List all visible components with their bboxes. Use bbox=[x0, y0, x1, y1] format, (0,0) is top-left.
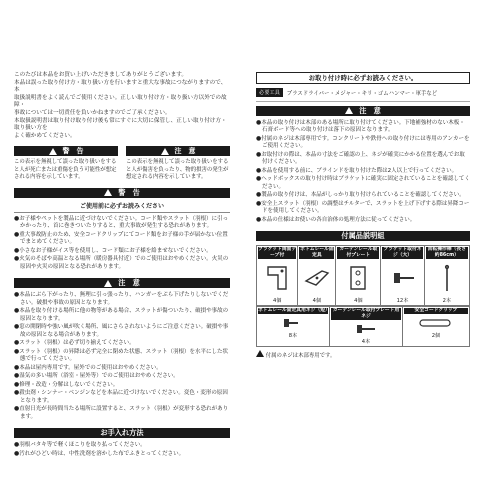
intro-line: 本品は誤った取り付け方・取り扱い方を行いますと重大な事故につながりますので、本 bbox=[14, 79, 227, 94]
list-item: ●本品は屋内専用です。屋外でのご使用はおやめください。 bbox=[14, 363, 162, 371]
warning-triangle-icon bbox=[256, 350, 264, 357]
warning-triangle-icon bbox=[104, 189, 112, 196]
install-caution-title: 注 意 bbox=[359, 105, 381, 115]
parts-row-1 bbox=[257, 246, 470, 306]
list-item: ●重大事故防止のため、安全コードクリップにてコード類をお子様の手が届かない位置でまとめてください。 bbox=[14, 230, 228, 246]
caution-legend-text: この表示を無視して誤った取り扱いをすると人が傷害を負ったり、物的損害の発生が想定される内容を示しています。 bbox=[126, 159, 229, 180]
warning-section-header bbox=[14, 188, 230, 198]
caution-triangle-icon bbox=[104, 280, 112, 287]
parts-row-2 bbox=[257, 307, 470, 347]
caution-legend bbox=[126, 146, 230, 181]
part-bracket: ブラケット両面テープ付 4個 bbox=[258, 247, 297, 305]
list-item: ●湿気の多い場所（浴室・屋外等）でのご使用はおやめください。 bbox=[14, 372, 179, 380]
warning-legend-bar bbox=[14, 146, 118, 156]
curtain-rail-plate-icon bbox=[337, 259, 379, 297]
warning-list bbox=[14, 215, 230, 272]
install-caution-header bbox=[256, 106, 470, 116]
list-item: ●ヘッドボックスの取り付け時はブラケットに確実に固定されていることを確認してください。 bbox=[256, 175, 470, 190]
tools-list: プラスドライバー・メジャー・キリ・ゴムハンマー・軍手など bbox=[286, 90, 438, 97]
list-item: ●本品の取り付けは木部のある場所に取り付けてください。下地補強材のない木板・石膏ボード等への取り付けは落下の原因となります。 bbox=[256, 118, 465, 134]
parts-section-header bbox=[256, 231, 470, 241]
list-item: ●付属のネジは木部専用です。コンクリートや鉄骨への取り付けには専用のアンカーをご使用ください。 bbox=[256, 134, 470, 150]
list-item: ●スラット（羽根）は必ず切り揃えてください。 bbox=[14, 339, 135, 347]
part-rotation-rod: 回転操作棒（長さ約86cm） 2本 bbox=[424, 246, 469, 306]
warning-section-subtitle: ご使用前に必ずお読みください bbox=[14, 201, 230, 213]
warning-caution-legend bbox=[14, 146, 230, 181]
care-section-title: お手入れ方法 bbox=[100, 428, 144, 438]
right-column bbox=[256, 72, 470, 359]
list-item: ●お取付けの際は、本品の寸法をご確認の上、ネジが確実にかかる位置を選んでお取付けください。 bbox=[256, 150, 465, 166]
list-item: ●本品の仕様はお使いの各自治体の処理方法に従ってください。 bbox=[256, 215, 416, 223]
list-item: ●火気のそばや高温となる場所（暖房器具付近）でのご使用はおやめください。火災の原因や火災の原因となる恐れがあります。 bbox=[14, 255, 229, 270]
list-item: ●本品を使用する前に、ブラインドを取り付けた際は2人以上で行ってください。 bbox=[256, 166, 458, 174]
parts-note-text: 付属のネジは木部専用です。 bbox=[265, 353, 336, 360]
tools-tag: 必要工具 bbox=[256, 88, 283, 97]
intro-line: 事故については一切責任を負いかねますのでご了承ください。 bbox=[14, 109, 171, 116]
warning-section-title: 警 告 bbox=[118, 187, 140, 197]
care-section-header bbox=[14, 428, 230, 438]
list-item: ●修理・改造・分解はしないでください。 bbox=[14, 380, 119, 388]
parts-section-title: 付属品説明組 bbox=[341, 231, 385, 241]
plate-screw-icon bbox=[331, 320, 401, 338]
install-notice-header: お取り付け時に必ずお読みください。 bbox=[256, 72, 470, 84]
list-item: ●小さなお子様がイス等を使用し、コード類にお子様を絡ませないでください。 bbox=[14, 246, 212, 254]
parts-note bbox=[256, 350, 470, 359]
warning-legend-text: この表示を無視して誤った取り扱いをすると人が死亡または重傷を負う可能性が想定される内容を示しています。 bbox=[14, 159, 117, 180]
care-list bbox=[14, 441, 230, 458]
tools-row bbox=[256, 88, 470, 97]
caution-legend-bar bbox=[126, 146, 230, 156]
bracket-icon bbox=[258, 259, 296, 297]
divider bbox=[256, 101, 470, 102]
parts-table bbox=[256, 245, 470, 306]
list-item: ●窓の開閉時や強い風が吹く場所、風にさらされないようにご注意ください。破損や事故の原因となる場合があります。 bbox=[14, 323, 229, 338]
caution-list bbox=[14, 291, 230, 421]
list-item: ●製品の取り付けは、本品がしっかり取り付けられていることを確認してください。 bbox=[256, 191, 465, 199]
short-screw-icon bbox=[258, 314, 328, 332]
warning-legend-label: 警 告 bbox=[62, 147, 84, 156]
left-column bbox=[14, 72, 230, 458]
cord-clip-icon bbox=[404, 314, 468, 332]
list-item: ●殺虫剤・シンナー・ベンジンなどを本品に近づけないでください。変色・変形の原因となります。 bbox=[14, 389, 228, 404]
part-safety-cord-clip: 安全コードクリップ 2個 bbox=[403, 307, 470, 347]
intro-line: 本取扱説明書は取り付け取り付け後も常にすぐに大切に保管し、正しい取り付け方・取り扱い方を bbox=[14, 117, 227, 132]
list-item: ●羽根バタキ等で軽くほこりを取り払ってください。 bbox=[14, 441, 146, 449]
screw-icon bbox=[382, 259, 422, 297]
bottom-rail-fixture-icon bbox=[299, 259, 334, 297]
list-item: ●本品にぶら下がったり、無理に引っ張ったり、ハンガーをぶら下げたりしないでください。破損や事故の原因となります。 bbox=[14, 291, 229, 306]
warning-triangle-icon bbox=[49, 148, 57, 155]
caution-triangle-icon bbox=[345, 107, 353, 114]
caution-legend-label: 注 意 bbox=[174, 147, 196, 156]
part-curtain-rail-plate: カーテンレール取付プレート 4個 bbox=[336, 246, 381, 306]
intro-text bbox=[14, 72, 230, 140]
list-item: ●本品を取り付ける場所に他の物等がある場合、スラットが傷ついたり、破損や事故の原因となります。 bbox=[14, 307, 229, 322]
intro-line: よく確かめてください。 bbox=[14, 132, 76, 139]
list-item: ●汚れがひどい時は、中性洗剤を溶かした布でふきとってください。 bbox=[14, 449, 185, 457]
list-item: ●安全上スラット（羽根）の調整はチルターで、スラットを上げ下げする際は昇降コードを使用してください。 bbox=[256, 199, 470, 215]
warning-legend bbox=[14, 146, 118, 181]
part-plate-screw: カーテンレール取付プレート用ネジ 4本 bbox=[330, 307, 403, 347]
caution-triangle-icon bbox=[161, 148, 169, 155]
intro-line: このたびは本品をお買い上げいただきましてありがとうございます。 bbox=[14, 72, 187, 78]
caution-section-header bbox=[14, 278, 230, 288]
part-bottom-rail-fixture: ボトムレール固定具 4個 bbox=[298, 246, 336, 306]
intro-line: 取扱説明書をよく読んでご使用ください。正しい取り付け方・取り扱い方以外での故障・ bbox=[14, 94, 227, 109]
install-caution-list bbox=[256, 119, 470, 225]
list-item: ●スラット（羽根）の昇降は必ず完全に閉めた状態、スラット（羽根）を水平にした状態で行ってください。 bbox=[14, 347, 229, 363]
caution-section-title: 注 意 bbox=[118, 278, 140, 288]
part-short-screw: ボトムレール固定具用ネジ（短） 8本 bbox=[257, 307, 330, 347]
parts-table-2 bbox=[256, 306, 470, 347]
rotation-rod-icon bbox=[426, 259, 468, 297]
part-bracket-screw-large: ブラケット取付ネジ（大） 12本 bbox=[381, 246, 424, 306]
list-item: ●お子様やペットを製品に近づけないでください。コード類やスラット（羽根）に引っかかったり、首に巻きついたりすると、重大事故が発生する恐れがあります。 bbox=[14, 214, 229, 230]
list-item: ●直射日光が長時間当たる場所に設置すると、スラット（羽根）が変形する恐れがあります。 bbox=[14, 405, 229, 420]
